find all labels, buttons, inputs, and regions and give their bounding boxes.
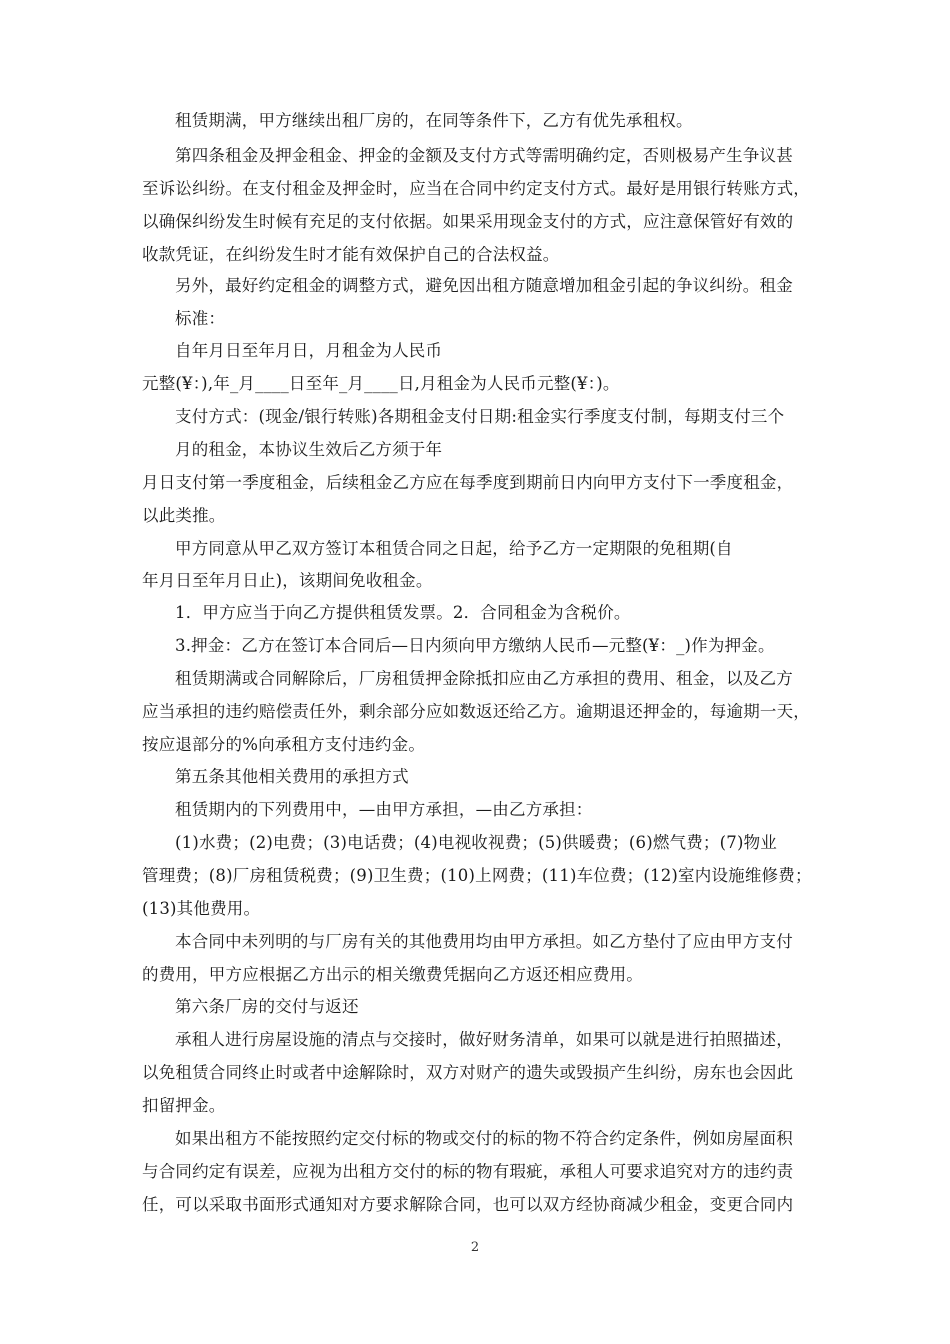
text-line: 以确保纠纷发生时候有充足的支付依据。如果采用现金支付的方式，应注意保管好有效的 [142,212,794,231]
text-line: 以此类推。 [142,506,226,525]
text-line: 支付方式：(现金/银行转账)各期租金支付日期:租金实行季度支付制，每期支付三个 [175,407,785,426]
text-line: 甲方同意从甲乙双方签订本租赁合同之日起，给予乙方一定期限的免租期(自 [175,539,733,558]
text-line: 租赁期满或合同解除后，厂房租赁押金除抵扣应由乙方承担的费用、租金，以及乙方 [175,669,793,688]
text-line: 管理费；(8)厂房租赁税费；(9)卫生费；(10)上网费；(11)车位费；(12)室内设施维修费； [142,866,812,885]
text-line: (13)其他费用。 [142,899,261,918]
text-line: 任，可以采取书面形式通知对方要求解除合同，也可以双方经协商减少租金，变更合同内 [142,1195,794,1214]
text-line: 租赁期内的下列费用中，—由甲方承担，—由乙方承担： [175,800,593,819]
text-line: 与合同约定有误差，应视为出租方交付的标的物有瑕疵，承租人可要求追究对方的违约责 [142,1162,794,1181]
section-heading: 第五条其他相关费用的承担方式 [175,767,409,786]
text-line: 月的租金，本协议生效后乙方须于年 [175,440,443,459]
text-line: 另外，最好约定租金的调整方式，避免因出租方随意增加租金引起的争议纠纷。租金 [175,276,793,295]
page-number: 2 [470,1240,480,1255]
text-line: 年月日至年月日止)，该期间免收租金。 [142,571,433,590]
text-line: 应当承担的违约赔偿责任外，剩余部分应如数返还给乙方。逾期退还押金的，每逾期一天， [142,702,810,721]
text-line: 元整(¥：),年_月____日至年_月____日,月租金为人民币元整(¥：)。 [142,374,620,393]
text-line: (1)水费；(2)电费；(3)电话费；(4)电视收视费；(5)供暖费；(6)燃气费；(7)物业 [175,833,778,852]
text-line: 以免租赁合同终止时或者中途解除时，双方对财产的遗失或毁损产生纠纷，房东也会因此 [142,1063,794,1082]
text-line: 月日支付第一季度租金，后续租金乙方应在每季度到期前日内向甲方支付下一季度租金， [142,473,794,492]
text-line: 的费用，甲方应根据乙方出示的相关缴费凭据向乙方返还相应费用。 [142,965,643,984]
section-heading: 第六条厂房的交付与返还 [175,997,359,1016]
text-line: 第四条租金及押金租金、押金的金额及支付方式等需明确约定，否则极易产生争议甚 [175,146,793,165]
text-line: 至诉讼纠纷。在支付租金及押金时，应当在合同中约定支付方式。最好是用银行转账方式， [142,179,810,198]
text-line: 扣留押金。 [142,1096,226,1115]
text-line: 自年月日至年月日，月租金为人民币 [175,341,443,360]
text-line: 收款凭证，在纠纷发生时才能有效保护自己的合法权益。 [142,245,560,264]
text-line: 本合同中未列明的与厂房有关的其他费用均由甲方承担。如乙方垫付了应由甲方支付 [175,932,793,951]
text-line: 承租人进行房屋设施的清点与交接时，做好财务清单，如果可以就是进行拍照描述， [175,1030,793,1049]
text-line: 3.押金：乙方在签订本合同后—日内须向甲方缴纳人民币—元整(¥：_)作为押金。 [175,636,775,655]
text-line: 1．甲方应当于向乙方提供租赁发票。2．合同租金为含税价。 [175,603,631,622]
text-line: 标准： [175,309,226,328]
text-line: 按应退部分的%向承租方支付违约金。 [142,735,426,754]
text-line: 如果出租方不能按照约定交付标的物或交付的标的物不符合约定条件，例如房屋面积 [175,1129,793,1148]
text-line: 租赁期满，甲方继续出租厂房的，在同等条件下，乙方有优先承租权。 [175,111,693,130]
